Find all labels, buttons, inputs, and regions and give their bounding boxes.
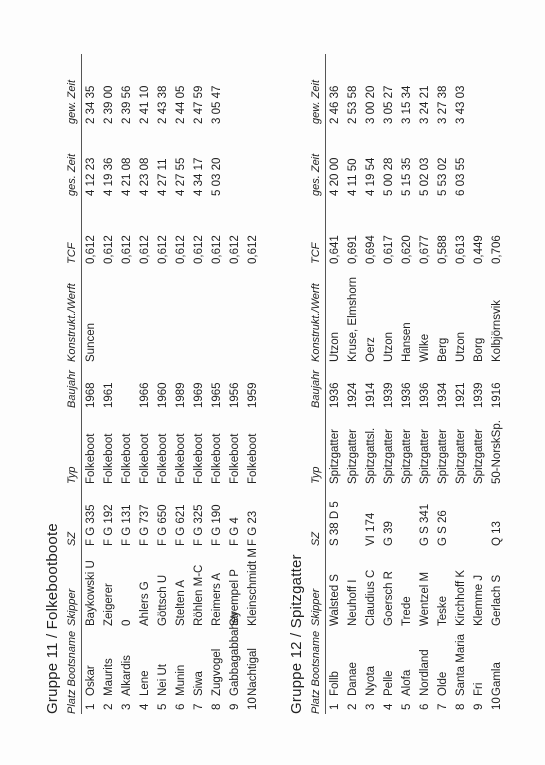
cell-typ: Spitzgattsl. xyxy=(365,427,377,484)
cell-platz: 4 xyxy=(139,703,151,710)
cell-gew: 3 05 47 xyxy=(211,85,223,124)
cell-gew: 2 34 35 xyxy=(85,85,97,124)
cell-konstrukt: Kolbjörnsvik xyxy=(491,300,503,362)
cell-sz: F G 190 xyxy=(211,504,223,546)
rotated-results-table xyxy=(42,42,512,714)
cell-gew: 3 27 38 xyxy=(437,85,449,124)
cell-platz: 2 xyxy=(103,703,115,710)
cell-typ: 50-NorskSp. xyxy=(491,420,503,484)
cell-konstrukt: Berg xyxy=(437,337,449,362)
table-row xyxy=(138,42,150,714)
table-row xyxy=(120,42,132,714)
cell-tcf: 0,612 xyxy=(85,235,97,264)
cell-tcf: 0,612 xyxy=(139,235,151,264)
cell-sz: F G 737 xyxy=(139,504,151,546)
cell-boot: Danae xyxy=(347,662,359,696)
cell-tcf: 0,677 xyxy=(419,235,431,264)
cell-konstrukt: Utzon xyxy=(329,331,341,362)
cell-skipper: Kirchhoff K xyxy=(455,569,467,626)
cell-gew: 3 24 21 xyxy=(419,85,431,124)
cell-skipper: Trede xyxy=(401,596,413,626)
header-tcf: TCF xyxy=(310,242,322,264)
cell-konstrukt: Utzon xyxy=(383,331,395,362)
cell-baujahr: 1939 xyxy=(473,382,485,408)
cell-platz: 4 xyxy=(383,703,395,710)
cell-gew: 3 15 34 xyxy=(401,85,413,124)
cell-sz: G 39 xyxy=(383,521,395,546)
cell-gew: 2 39 00 xyxy=(103,85,115,124)
cell-tcf: 0,706 xyxy=(491,235,503,264)
cell-boot: Santa Maria xyxy=(455,633,467,696)
cell-konstrukt: Hansen xyxy=(401,322,413,362)
cell-sz: F G 4 xyxy=(229,517,241,546)
cell-skipper: Baykowski U xyxy=(85,560,97,626)
cell-typ: Folkeboot xyxy=(175,433,187,484)
cell-skipper: Stelten A xyxy=(175,579,187,626)
cell-typ: Folkeboot xyxy=(211,433,223,484)
table-row xyxy=(328,42,340,714)
cell-baujahr: 1934 xyxy=(437,382,449,408)
header-ges-zeit: ges. Zeit xyxy=(310,153,322,196)
cell-ges: 4 27 11 xyxy=(157,158,169,196)
cell-skipper: Ahlers G xyxy=(139,581,151,626)
cell-boot: Lene xyxy=(139,670,151,696)
table-row xyxy=(454,42,466,714)
cell-sz: F G 192 xyxy=(103,504,115,546)
header-rule xyxy=(81,54,82,714)
cell-tcf: 0,691 xyxy=(347,235,359,264)
cell-tcf: 0,617 xyxy=(383,235,395,264)
cell-ges: 5 02 03 xyxy=(419,157,431,196)
header-gew-zeit: gew. Zeit xyxy=(66,79,78,124)
header-rule xyxy=(325,54,326,714)
cell-tcf: 0,612 xyxy=(121,235,133,264)
cell-typ: Folkeboot xyxy=(85,433,97,484)
cell-boot: Follb xyxy=(329,671,341,696)
cell-platz: 1 xyxy=(329,703,341,710)
cell-konstrukt: Utzon xyxy=(455,331,467,362)
cell-ges: 5 03 20 xyxy=(211,157,223,196)
cell-sz: F G 650 xyxy=(157,504,169,546)
cell-sz: F G 23 xyxy=(247,510,259,546)
cell-tcf: 0,612 xyxy=(175,235,187,264)
table-row xyxy=(490,42,502,714)
cell-ges: 4 21 08 xyxy=(121,157,133,196)
cell-gew: 2 44 05 xyxy=(175,85,187,124)
cell-skipper: Walsted S xyxy=(329,574,341,626)
cell-tcf: 0,612 xyxy=(103,235,115,264)
cell-typ: Spitzgatter xyxy=(419,429,431,484)
cell-typ: Spitzgatter xyxy=(401,429,413,484)
cell-konstrukt: Oerz xyxy=(365,337,377,362)
cell-boot: Munin xyxy=(175,664,187,696)
cell-gew: 2 43 38 xyxy=(157,85,169,124)
cell-ges: 4 23 08 xyxy=(139,157,151,196)
cell-tcf: 0,694 xyxy=(365,235,377,264)
cell-baujahr: 1968 xyxy=(85,382,97,408)
cell-gew: 3 00 20 xyxy=(365,85,377,124)
cell-tcf: 0,620 xyxy=(401,235,413,264)
cell-gew: 2 39 56 xyxy=(121,85,133,124)
cell-tcf: 0,612 xyxy=(193,235,205,264)
cell-tcf: 0,612 xyxy=(229,235,241,264)
cell-ges: 6 03 55 xyxy=(455,157,467,196)
cell-typ: Folkeboot xyxy=(121,433,133,484)
cell-baujahr: 1959 xyxy=(247,382,259,408)
cell-boot: Olde xyxy=(437,671,449,696)
cell-baujahr: 1956 xyxy=(229,382,241,408)
cell-boot: Alofa xyxy=(401,669,413,696)
cell-typ: Spitzgatter xyxy=(329,429,341,484)
cell-baujahr: 1936 xyxy=(419,382,431,408)
cell-boot: Nei Ut xyxy=(157,664,169,696)
cell-skipper: Neuhoff I xyxy=(347,579,359,626)
cell-skipper: Göttsch U xyxy=(157,574,169,626)
table-row xyxy=(346,42,358,714)
cell-konstrukt: Wilke xyxy=(419,333,431,362)
header-skipper: Skipper xyxy=(66,588,78,626)
cell-typ: Spitzgatter xyxy=(473,429,485,484)
cell-sz: G S 26 xyxy=(437,510,449,546)
cell-gew: 2 41 10 xyxy=(139,85,151,124)
cell-platz: 9 xyxy=(473,703,485,710)
table-row xyxy=(102,42,114,714)
cell-boot: Gabbagabbahey xyxy=(229,610,241,696)
cell-typ: Folkeboot xyxy=(103,433,115,484)
cell-baujahr: 1965 xyxy=(211,382,223,408)
header-typ: Typ xyxy=(66,466,78,484)
cell-typ: Folkeboot xyxy=(247,433,259,484)
cell-baujahr: 1961 xyxy=(103,382,115,408)
cell-platz: 10 xyxy=(247,697,259,710)
cell-tcf: 0,612 xyxy=(247,235,259,264)
cell-platz: 9 xyxy=(229,703,241,710)
cell-platz: 6 xyxy=(175,703,187,710)
table-header xyxy=(309,42,323,714)
cell-skipper: Goersch R xyxy=(383,571,395,626)
cell-ges: 4 19 54 xyxy=(365,157,377,196)
cell-tcf: 0,612 xyxy=(157,235,169,264)
cell-skipper: Reimers A xyxy=(211,572,223,626)
header-ges-zeit: ges. Zeit xyxy=(66,153,78,196)
cell-platz: 2 xyxy=(347,703,359,710)
cell-platz: 8 xyxy=(455,703,467,710)
table-row xyxy=(156,42,168,714)
cell-tcf: 0,641 xyxy=(329,235,341,264)
cell-baujahr: 1936 xyxy=(329,382,341,408)
table-row xyxy=(228,42,240,714)
cell-gew: 3 05 27 xyxy=(383,85,395,124)
cell-ges: 4 19 36 xyxy=(103,157,115,196)
cell-baujahr: 1989 xyxy=(175,382,187,408)
cell-typ: Spitzgatter xyxy=(437,429,449,484)
cell-platz: 6 xyxy=(419,703,431,710)
cell-boot: Oskar xyxy=(85,665,97,696)
cell-skipper: Kleinschmidt M xyxy=(247,548,259,626)
cell-typ: Folkeboot xyxy=(229,433,241,484)
cell-sz: Q 13 xyxy=(491,521,503,546)
cell-konstrukt: Borg xyxy=(473,337,485,362)
table-row xyxy=(192,42,204,714)
cell-ges: 4 12 23 xyxy=(85,157,97,196)
header-baujahr: Baujahr xyxy=(66,370,78,408)
table-row xyxy=(246,42,258,714)
cell-tcf: 0,588 xyxy=(437,235,449,264)
cell-baujahr: 1924 xyxy=(347,382,359,408)
cell-boot: Nachtigal xyxy=(247,648,259,696)
cell-gew: 2 46 36 xyxy=(329,85,341,124)
cell-skipper: Klemme J xyxy=(473,574,485,626)
group-title: Gruppe 11 / Folkebootboote xyxy=(44,523,61,714)
cell-gew: 2 47 59 xyxy=(193,85,205,124)
table-row xyxy=(210,42,222,714)
cell-baujahr: 1921 xyxy=(455,382,467,408)
cell-gew: 2 53 58 xyxy=(347,85,359,124)
cell-typ: Spitzgatter xyxy=(455,429,467,484)
cell-sz: F G 621 xyxy=(175,504,187,546)
cell-boot: Nyota xyxy=(365,665,377,696)
cell-platz: 5 xyxy=(401,703,413,710)
cell-baujahr: 1939 xyxy=(383,382,395,408)
header-platz-name: Platz Bootsname xyxy=(66,630,78,714)
cell-sz: F G 325 xyxy=(193,504,205,546)
header-konstrukt: Konstrukt./Werft xyxy=(310,283,322,362)
header-platz-name: Platz Bootsname xyxy=(310,630,322,714)
cell-sz: G S 341 xyxy=(419,503,431,546)
cell-typ: Folkeboot xyxy=(139,433,151,484)
cell-typ: Spitzgatter xyxy=(383,429,395,484)
cell-skipper: Strempel P xyxy=(229,569,241,626)
cell-skipper: Claudius C xyxy=(365,569,377,626)
header-sz: SZ xyxy=(66,531,78,546)
cell-skipper: Zeigerer xyxy=(103,583,115,626)
cell-platz: 10 xyxy=(491,697,503,710)
cell-boot: Maurits xyxy=(103,658,115,696)
cell-baujahr: 1966 xyxy=(139,382,151,408)
cell-platz: 3 xyxy=(121,703,133,710)
cell-platz: 5 xyxy=(157,703,169,710)
cell-konstrukt: Kruse, Elmshorn xyxy=(347,276,359,362)
cell-ges: 4 20 00 xyxy=(329,157,341,196)
table-row xyxy=(418,42,430,714)
cell-boot: Gamla xyxy=(491,662,503,696)
cell-konstrukt: Suncen xyxy=(85,322,97,362)
cell-sz: F G 335 xyxy=(85,504,97,546)
table-row xyxy=(436,42,448,714)
cell-ges: 4 11 50 xyxy=(347,158,359,196)
cell-boot: Nordland xyxy=(419,649,431,696)
cell-skipper: Röhlen M-C xyxy=(193,564,205,626)
table-row xyxy=(382,42,394,714)
header-typ: Typ xyxy=(310,466,322,484)
header-tcf: TCF xyxy=(66,242,78,264)
cell-sz: S 38 D 5 xyxy=(329,501,341,546)
cell-skipper: 0 xyxy=(121,619,133,626)
cell-boot: Alkardis xyxy=(121,655,133,696)
cell-typ: Folkeboot xyxy=(193,433,205,484)
table-row xyxy=(400,42,412,714)
cell-platz: 3 xyxy=(365,703,377,710)
group-title: Gruppe 12 / Spitzgatter xyxy=(288,554,305,714)
cell-boot: Pelle xyxy=(383,670,395,696)
cell-baujahr: 1936 xyxy=(401,382,413,408)
header-baujahr: Baujahr xyxy=(310,370,322,408)
cell-ges: 4 27 55 xyxy=(175,157,187,196)
table-row xyxy=(472,42,484,714)
table-header xyxy=(65,42,79,714)
cell-tcf: 0,449 xyxy=(473,235,485,264)
cell-ges: 5 15 35 xyxy=(401,157,413,196)
cell-platz: 7 xyxy=(193,703,205,710)
cell-ges: 5 00 28 xyxy=(383,157,395,196)
table-row xyxy=(84,42,96,714)
cell-skipper: Wentzel M xyxy=(419,571,431,626)
cell-typ: Spitzgatter xyxy=(347,429,359,484)
table-row xyxy=(174,42,186,714)
cell-ges: 4 34 17 xyxy=(193,157,205,196)
cell-platz: 8 xyxy=(211,703,223,710)
cell-skipper: Teske xyxy=(437,595,449,626)
header-gew-zeit: gew. Zeit xyxy=(310,79,322,124)
header-sz: SZ xyxy=(310,531,322,546)
cell-baujahr: 1960 xyxy=(157,382,169,408)
cell-tcf: 0,612 xyxy=(211,235,223,264)
header-konstrukt: Konstrukt./Werft xyxy=(66,283,78,362)
cell-ges: 5 53 02 xyxy=(437,157,449,196)
cell-baujahr: 1969 xyxy=(193,382,205,408)
header-skipper: Skipper xyxy=(310,588,322,626)
cell-tcf: 0,613 xyxy=(455,235,467,264)
cell-gew: 3 43 03 xyxy=(455,85,467,124)
cell-boot: Zugvogel xyxy=(211,648,223,696)
cell-typ: Folkeboot xyxy=(157,433,169,484)
cell-baujahr: 1916 xyxy=(491,382,503,408)
cell-platz: 1 xyxy=(85,703,97,710)
table-row xyxy=(364,42,376,714)
cell-sz: F G 131 xyxy=(121,504,133,546)
cell-baujahr: 1914 xyxy=(365,382,377,408)
cell-sz: VI 174 xyxy=(365,512,377,546)
cell-platz: 7 xyxy=(437,703,449,710)
cell-boot: Siwa xyxy=(193,671,205,696)
cell-skipper: Gerlach S xyxy=(491,574,503,626)
cell-boot: Fri xyxy=(473,682,485,696)
